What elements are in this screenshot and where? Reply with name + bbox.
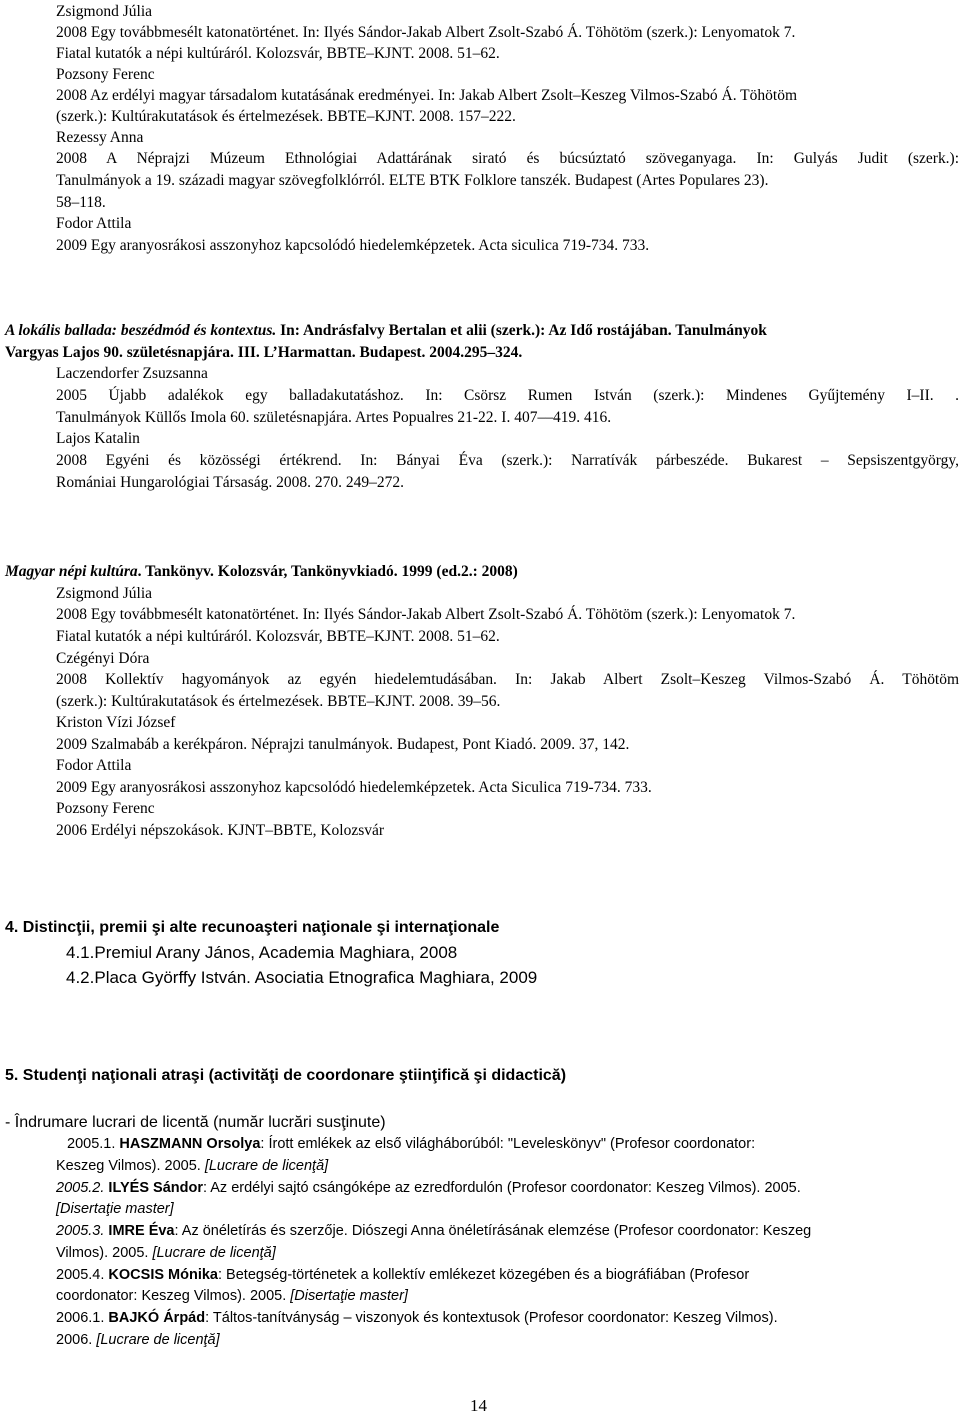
thesis-type: [Lucrare de licenţă]	[96, 1332, 220, 1348]
reference-text: Romániai Hungarológiai Társaság. 2008. 270. 249–272.	[56, 474, 404, 491]
thesis-coordinator: coordonator: Keszeg Vilmos). 2005.	[56, 1288, 291, 1304]
thesis-entry-continued	[56, 1157, 328, 1175]
author-name: Pozsony Ferenc	[56, 66, 155, 83]
student-name: HASZMANN Orsolya	[119, 1136, 261, 1152]
thesis-title: : Táltos-tanítványság – viszonyok és kontextusok (Profesor coordonator: Keszeg Vilmos).	[205, 1310, 778, 1326]
work-title	[5, 322, 767, 340]
thesis-type: [Lucrare de licenţă]	[152, 1245, 276, 1261]
author-name: Laczendorfer Zsuzsanna	[56, 365, 208, 382]
reference-text: 2008 Kollektív hagyományok az egyén hiedelemtudásában. In: Jakab Albert Zsolt–Keszeg Vilmos-Szabó Á. Töhötöm	[56, 671, 959, 688]
thesis-entry	[56, 1266, 749, 1284]
thesis-type: [Disertaţie master]	[56, 1201, 174, 1217]
reference-text: 2008 Egy továbbmesélt katonatörténet. In: Ilyés Sándor-Jakab Albert Zsolt-Szabó Á. Töhötöm (szerk.): Lenyomatok 7.	[56, 606, 796, 623]
thesis-entry	[56, 1179, 801, 1197]
page-number: 14	[470, 1396, 487, 1415]
reference-text: 2009 Egy aranyosrákosi asszonyhoz kapcsolódó hiedelemképzetek. Acta Siculica 719-734. 733.	[56, 779, 652, 796]
work-title-continued: Vargyas Lajos 90. születésnapjára. III. L’Harmattan. Budapest. 2004.295–324.	[5, 344, 523, 361]
reference-text: 2009 Egy aranyosrákosi asszonyhoz kapcsolódó hiedelemképzetek. Acta siculica 719-734. 733.	[56, 237, 650, 254]
thesis-entry-continued	[56, 1331, 220, 1349]
section-heading: 5. Studenţi naţionali atraşi (activităţi de coordonare ştiinţifică şi didactică)	[5, 1067, 567, 1084]
work-title-italic: A lokális ballada: beszédmód és kontextus.	[5, 322, 277, 339]
thesis-entry	[56, 1309, 778, 1327]
author-name: Czégényi Dóra	[56, 650, 150, 667]
thesis-title: : Írott emlékek az első világháborúból: "Leveleskönyv" (Profesor coordonator:	[260, 1136, 756, 1152]
thesis-title: : Az erdélyi sajtó csángóképe az ezredfordulón (Profesor coordonator: Keszeg Vilmos). 2005.	[202, 1180, 801, 1196]
thesis-title: : Az önéletírás és szerzője. Diószegi Anna önéletírásának elemzése (Profesor coordonator: Keszeg	[174, 1223, 812, 1239]
reference-text: Tanulmányok a 19. századi magyar szövegfolklórról. ELTE BTK Folklore tanszék. Budapest (Artes Populares 23).	[56, 172, 769, 189]
reference-text: Fiatal kutatók a népi kultúráról. Kolozsvár, BBTE–KJNT. 2008. 51–62.	[56, 628, 500, 645]
student-name: KOCSIS Mónika	[108, 1267, 218, 1283]
work-title-rest: In: Andrásfalvy Bertalan et alii (szerk.): Az Idő rostájában. Tanulmányok	[276, 322, 767, 339]
student-name: ILYÉS Sándor	[108, 1180, 203, 1196]
section-heading: 4. Distincţii, premii şi alte recunoaşteri naţionale şi internaţionale	[5, 919, 500, 936]
reference-text: (szerk.): Kultúrakutatások és értelmezések. BBTE–KJNT. 2008. 157–222.	[56, 108, 516, 125]
reference-text: 2005 Újabb adalékok egy balladakutatáshoz. In: Csörsz Rumen István (szerk.): Mindenes Gyűjtemény I–II. .	[56, 387, 959, 404]
thesis-number: 2005.3.	[56, 1223, 109, 1239]
thesis-coordinator: Vilmos). 2005.	[56, 1245, 153, 1261]
author-name: Pozsony Ferenc	[56, 800, 155, 817]
work-title-rest: . Tankönyv. Kolozsvár, Tankönyvkiadó. 1999 (ed.2.: 2008)	[137, 563, 518, 580]
student-name: BAJKÓ Árpád	[108, 1310, 206, 1326]
author-name: Rezessy Anna	[56, 129, 144, 146]
author-name: Fodor Attila	[56, 215, 132, 232]
thesis-title: : Betegség-történetek a kollektív emlékezet közegében és a biográfiában (Profesor	[218, 1267, 750, 1283]
reference-text: 58–118.	[56, 194, 106, 211]
thesis-number: 2005.4.	[56, 1267, 109, 1283]
thesis-year: 2006.	[56, 1332, 97, 1348]
author-name: Zsigmond Júlia	[56, 585, 153, 602]
award-item: 4.1.Premiul Arany János, Academia Maghiara, 2008	[66, 943, 458, 962]
student-name: IMRE Éva	[108, 1223, 175, 1239]
reference-text: 2008 Egyéni és közösségi értékrend. In: Bányai Éva (szerk.): Narratívák párbeszéde. Bukarest – Sepsiszentgyörgy,	[56, 452, 959, 469]
section-subheading: - Îndrumare lucrari de licentă (număr lucrări susţinute)	[5, 1114, 386, 1131]
thesis-number: 2005.2.	[56, 1180, 109, 1196]
reference-text: Fiatal kutatók a népi kultúráról. Kolozsvár, BBTE–KJNT. 2008. 51–62.	[56, 45, 500, 62]
work-title	[5, 563, 518, 581]
thesis-number: 2005.1.	[67, 1136, 120, 1152]
thesis-entry-continued	[56, 1244, 276, 1262]
reference-text: (szerk.): Kultúrakutatások és értelmezések. BBTE–KJNT. 2008. 39–56.	[56, 693, 501, 710]
thesis-type: [Disertaţie master]	[290, 1288, 408, 1304]
reference-text: Tanulmányok Küllős Imola 60. születésnapjára. Artes Popualres 21-22. I. 407––419. 416.	[56, 409, 612, 426]
thesis-number: 2006.1.	[56, 1310, 109, 1326]
author-name: Kriston Vízi József	[56, 714, 176, 731]
reference-text: 2008 Egy továbbmesélt katonatörténet. In: Ilyés Sándor-Jakab Albert Zsolt-Szabó Á. Töhötöm (szerk.): Lenyomatok 7.	[56, 24, 796, 41]
work-title-italic: Magyar népi kultúra	[5, 563, 138, 580]
thesis-entry	[56, 1222, 811, 1240]
reference-text: 2008 Az erdélyi magyar társadalom kutatásának eredményei. In: Jakab Albert Zsolt–Keszeg Vilmos-Szabó Á. Töhötöm	[56, 87, 798, 104]
award-item: 4.2.Placa Györffy István. Asociatia Etnografica Maghiara, 2009	[66, 968, 538, 987]
thesis-type: [Lucrare de licenţă]	[204, 1158, 329, 1174]
author-name: Lajos Katalin	[56, 430, 140, 447]
reference-text: 2008 A Néprajzi Múzeum Ethnológiai Adattárának sirató és búcsúztató szöveganyaga. In: Gulyás Judit (szerk.):	[56, 150, 959, 167]
thesis-entry	[67, 1135, 755, 1153]
thesis-entry-continued	[56, 1287, 408, 1305]
reference-text: 2009 Szalmabáb a kerékpáron. Néprajzi tanulmányok. Budapest, Pont Kiadó. 2009. 37, 142.	[56, 736, 630, 753]
reference-text: 2006 Erdélyi népszokások. KJNT–BBTE, Kolozsvár	[56, 822, 385, 839]
thesis-coordinator: Keszeg Vilmos). 2005.	[56, 1158, 205, 1174]
author-name: Fodor Attila	[56, 757, 132, 774]
author-name: Zsigmond Júlia	[56, 3, 153, 20]
